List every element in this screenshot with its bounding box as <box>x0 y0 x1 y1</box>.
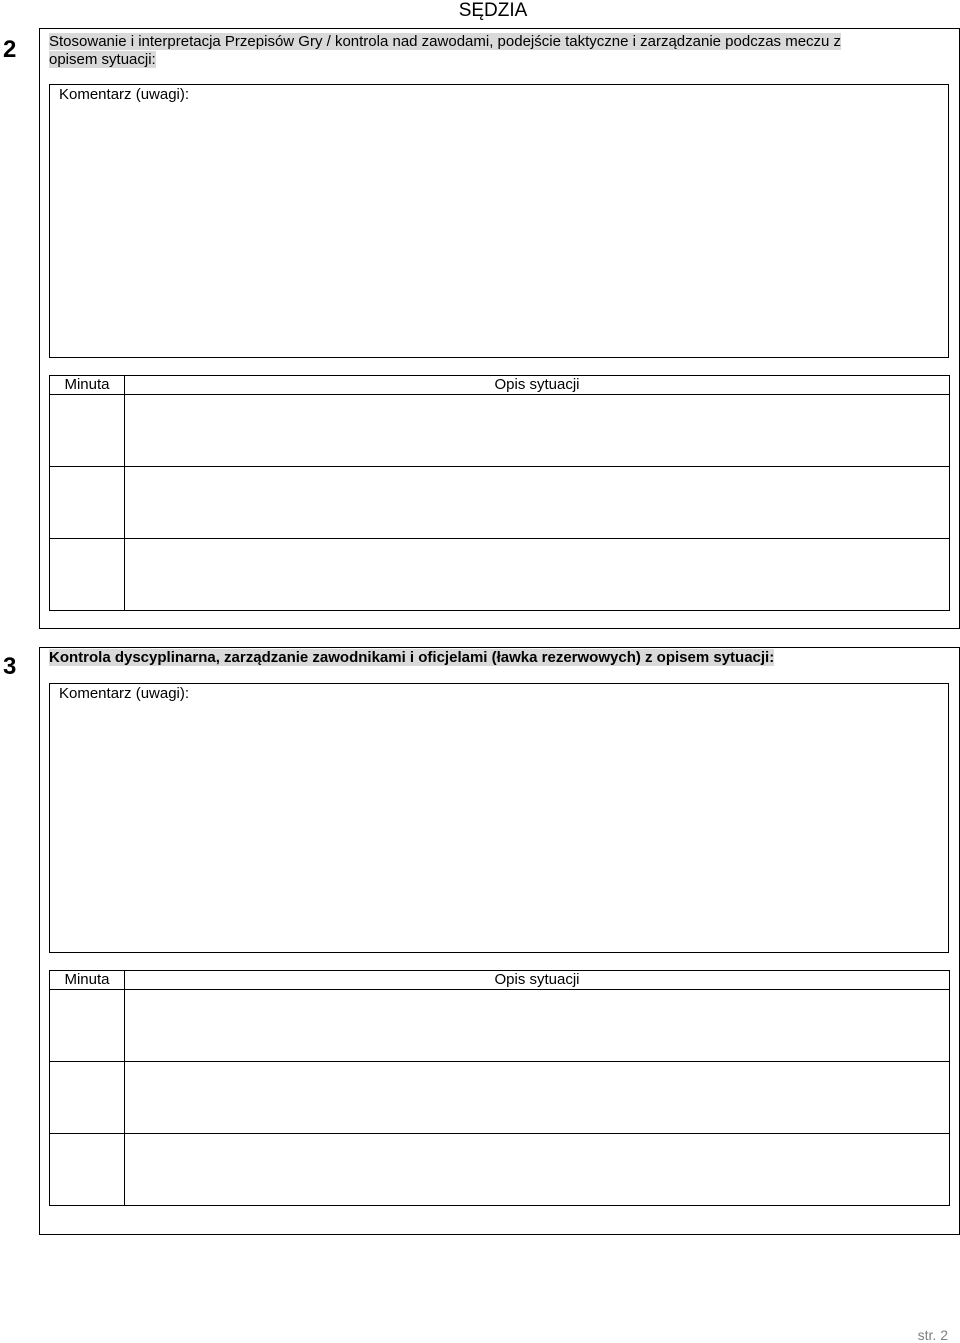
description-column-header: Opis sytuacji <box>125 376 950 395</box>
section-2-title <box>49 33 929 69</box>
comment-box[interactable] <box>49 683 949 953</box>
table-row <box>50 1134 950 1206</box>
description-cell[interactable] <box>125 1062 950 1134</box>
page-number: str. 2 <box>917 1327 948 1343</box>
minute-cell[interactable] <box>50 1134 125 1206</box>
section-3-title <box>49 649 954 667</box>
comment-label: Komentarz (uwagi): <box>59 86 190 103</box>
description-cell[interactable] <box>125 1134 950 1206</box>
minute-cell[interactable] <box>50 539 125 611</box>
minute-cell[interactable] <box>50 467 125 539</box>
description-column-header: Opis sytuacji <box>125 971 950 990</box>
minute-cell[interactable] <box>50 395 125 467</box>
section-title-line: Stosowanie i interpretacja Przepisów Gry / kontrola nad zawodami, podejście taktyczne i zarządzanie podczas meczu z <box>49 33 842 50</box>
section-number: 2 <box>3 36 17 63</box>
description-cell[interactable] <box>125 395 950 467</box>
minute-cell[interactable] <box>50 990 125 1062</box>
table-row <box>50 1062 950 1134</box>
situation-table <box>49 375 950 611</box>
table-row <box>50 467 950 539</box>
section-title-line: Kontrola dyscyplinarna, zarządzanie zawodnikami i oficjelami (ławka rezerwowych) z opisem sytuacji: <box>49 649 775 666</box>
description-cell[interactable] <box>125 990 950 1062</box>
table-header-row <box>50 376 950 395</box>
section-number: 3 <box>3 653 17 680</box>
minute-cell[interactable] <box>50 1062 125 1134</box>
table-row <box>50 990 950 1062</box>
situation-table <box>49 970 950 1206</box>
description-cell[interactable] <box>125 467 950 539</box>
section-title-line: opisem sytuacji: <box>49 51 156 68</box>
page-title: SĘDZIA <box>458 0 528 21</box>
minute-column-header: Minuta <box>50 971 125 990</box>
description-cell[interactable] <box>125 539 950 611</box>
table-row <box>50 395 950 467</box>
minute-column-header: Minuta <box>50 376 125 395</box>
table-row <box>50 539 950 611</box>
comment-label: Komentarz (uwagi): <box>59 685 190 702</box>
comment-box[interactable] <box>49 84 949 358</box>
table-header-row <box>50 971 950 990</box>
